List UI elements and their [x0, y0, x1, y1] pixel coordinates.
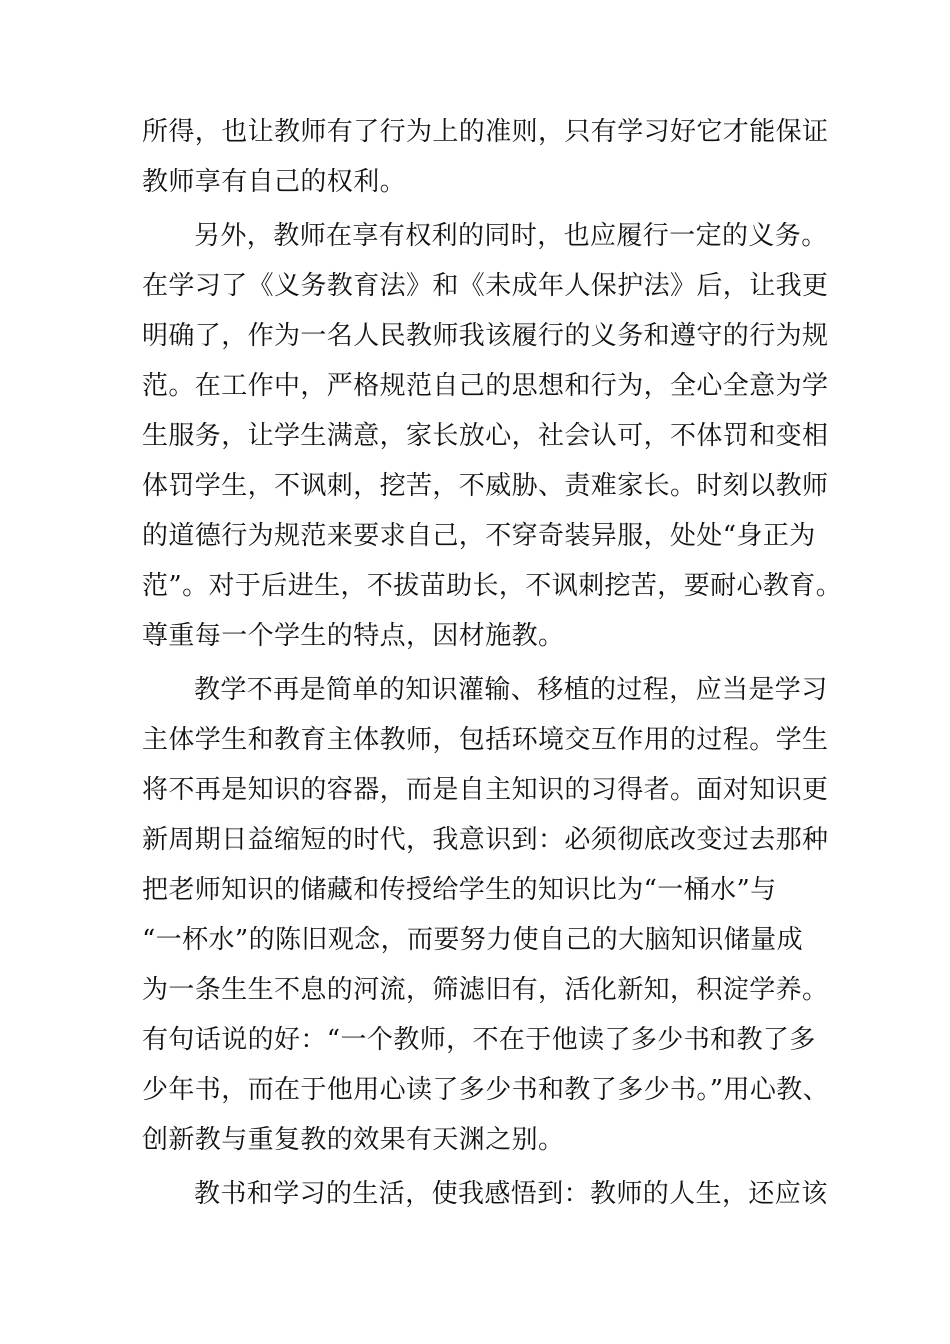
document-body: [142, 107, 842, 1219]
text-line: 在学习了《义务教育法》和《未成年人保护法》后，让我更: [142, 271, 829, 301]
text-line: 的道德行为规范来要求自己，不穿奇装异服，处处“身正为: [142, 521, 816, 551]
paragraph-first-line: 教学不再是简单的知识灌输、移植的过程，应当是学习: [194, 675, 828, 705]
text-line: 将不再是知识的容器，而是自主知识的习得者。面对知识更: [142, 775, 829, 805]
text-line: 创新教与重复教的效果有天渊之别。: [142, 1125, 565, 1155]
text-line: “一杯水”的陈旧观念，而要努力使自己的大脑知识储量成: [142, 925, 803, 955]
text-line: 范”。对于后进生，不拔苗助长，不讽刺挖苦，要耐心教育。: [142, 571, 843, 601]
text-line: 为一条生生不息的河流，筛滤旧有，活化新知，积淀学养。: [142, 975, 829, 1005]
text-line: 有句话说的好：“一个教师，不在于他读了多少书和教了多: [142, 1025, 816, 1055]
text-line: 所得，也让教师有了行为上的准则，只有学习好它才能保证: [142, 117, 829, 147]
paragraph-first-line: 另外，教师在享有权利的同时，也应履行一定的义务。: [194, 221, 828, 251]
text-line: 范。在工作中，严格规范自己的思想和行为，全心全意为学: [142, 371, 829, 401]
text-line: 尊重每一个学生的特点，因材施教。: [142, 621, 565, 651]
text-line: 体罚学生，不讽刺，挖苦，不威胁、责难家长。时刻以教师: [142, 471, 829, 501]
text-line: 生服务，让学生满意，家长放心，社会认可，不体罚和变相: [142, 421, 829, 451]
text-line: 少年书，而在于他用心读了多少书和教了多少书。”用心教、: [142, 1075, 830, 1105]
text-line: 主体学生和教育主体教师，包括环境交互作用的过程。学生: [142, 725, 829, 755]
text-line: 教师享有自己的权利。: [142, 167, 407, 197]
paragraph-first-line: 教书和学习的生活，使我感悟到：教师的人生，还应该: [194, 1179, 828, 1209]
text-line: 明确了，作为一名人民教师我该履行的义务和遵守的行为规: [142, 321, 829, 351]
text-line: 新周期日益缩短的时代，我意识到：必须彻底改变过去那种: [142, 825, 829, 855]
text-line: 把老师知识的储藏和传授给学生的知识比为“一桶水”与: [142, 875, 777, 905]
